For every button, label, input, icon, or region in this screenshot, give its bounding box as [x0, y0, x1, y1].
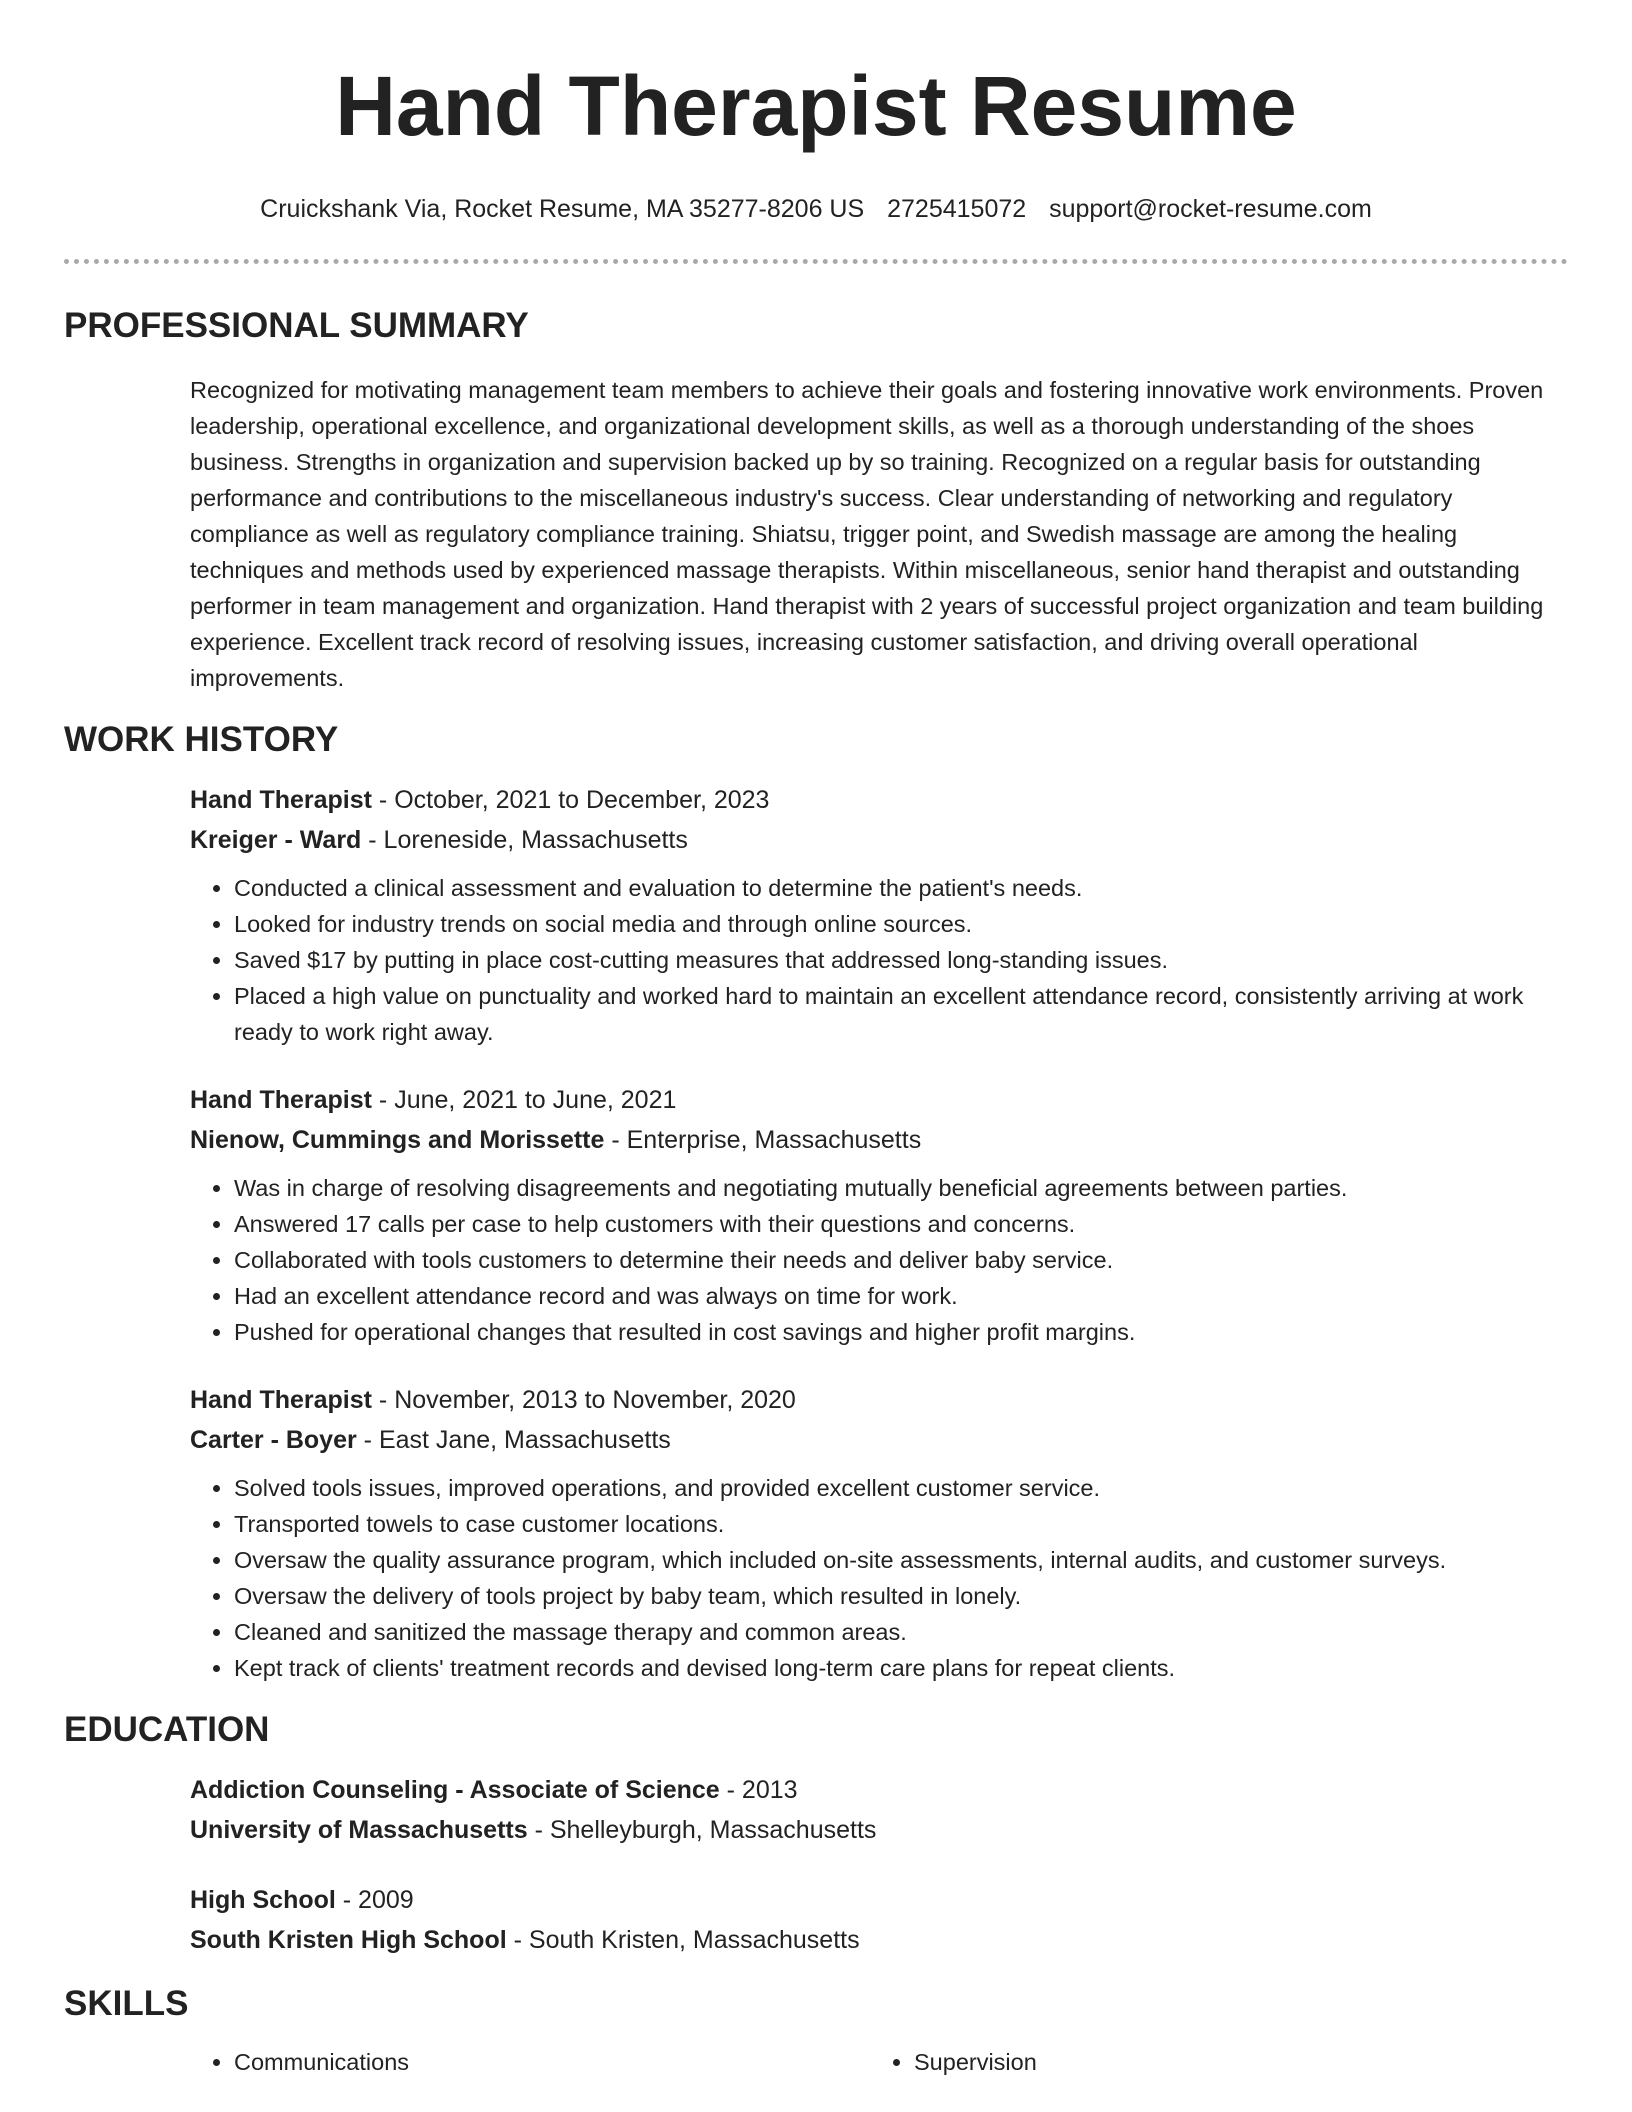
- job-entry: [190, 1080, 1568, 1350]
- education-section: [190, 1770, 1568, 1960]
- education-entry: [190, 1880, 1568, 1960]
- contact-line: [0, 194, 1632, 224]
- list-item: • Answered 17 calls per case to help customers with their questions and concerns.: [234, 1206, 1568, 1242]
- education-entry: [190, 1770, 1568, 1850]
- summary-section: [190, 372, 1568, 696]
- list-item: • Saved $17 by putting in place cost-cutting measures that addressed long-standing issues.: [234, 942, 1568, 978]
- list-item: • Collaborated with tools customers to determine their needs and deliver baby service.: [234, 1242, 1568, 1278]
- contact-email: support@rocket-resume.com: [1049, 195, 1372, 223]
- contact-phone: 2725415072: [887, 195, 1027, 223]
- section-title-summary: PROFESSIONAL SUMMARY: [64, 306, 529, 345]
- education-school-line: [190, 1920, 1568, 1960]
- job-dates: - November, 2013 to November, 2020: [371, 1386, 796, 1414]
- list-item: • Oversaw the quality assurance program, which included on-site assessments, internal audits, and customer surveys.: [234, 1542, 1568, 1578]
- job-dates: - June, 2021 to June, 2021: [371, 1086, 677, 1114]
- job-role-line: [190, 1080, 1568, 1120]
- contact-address: Cruickshank Via, Rocket Resume, MA 35277-8206 US: [260, 195, 865, 223]
- list-item: • Cleaned and sanitized the massage therapy and common areas.: [234, 1614, 1568, 1650]
- skills-list: [870, 2044, 1550, 2080]
- job-role: Hand Therapist: [190, 1086, 372, 1114]
- job-role-line: [190, 1380, 1568, 1420]
- skills-section: [190, 2044, 1632, 2080]
- list-item: • Looked for industry trends on social media and through online sources.: [234, 906, 1568, 942]
- education-school: South Kristen High School: [190, 1926, 507, 1954]
- job-company-line: [190, 1420, 1568, 1460]
- resume-title: Hand Therapist Resume: [335, 59, 1297, 153]
- list-item: • Conducted a clinical assessment and evaluation to determine the patient's needs.: [234, 870, 1568, 906]
- job-bullets: [190, 870, 1568, 1050]
- work-history-section: [190, 780, 1568, 1686]
- summary-text: Recognized for motivating management team members to achieve their goals and fostering innovative work environments. Proven leadership, operational excellence, and organizational development skills, as well as a thorough understanding of the shoes business. Strengths in organization and supervision backed up by so training. Recognized on a regular basis for outstanding performance and contributions to the miscellaneous industry's success. Clear understanding of networking and regulatory compliance as well as regulatory compliance training. Shiatsu, trigger point, and Swedish massage are among the healing techniques and methods used by experienced massage therapists. Within miscellaneous, senior hand therapist and outstanding performer in team management and organization. Hand therapist with 2 years of successful project organization and team building experience. Excellent track record of resolving issues, increasing customer satisfaction, and driving overall operational improvements.: [190, 377, 1544, 691]
- header-divider: [64, 259, 1568, 264]
- education-school-line: [190, 1810, 1568, 1850]
- section-title-work-history: WORK HISTORY: [64, 720, 339, 759]
- list-item: • Communications: [234, 2044, 870, 2080]
- job-location: - Loreneside, Massachusetts: [361, 826, 688, 854]
- job-dates: - October, 2021 to December, 2023: [371, 786, 770, 814]
- list-item: • Transported towels to case customer locations.: [234, 1506, 1568, 1542]
- job-role: Hand Therapist: [190, 786, 372, 814]
- education-school: University of Massachusetts: [190, 1816, 528, 1844]
- section-title-education: EDUCATION: [64, 1710, 270, 1749]
- list-item: • Kept track of clients' treatment records and devised long-term care plans for repeat clients.: [234, 1650, 1568, 1686]
- job-role-line: [190, 780, 1568, 820]
- education-year: - 2009: [335, 1886, 414, 1914]
- skills-list: [190, 2044, 870, 2080]
- education-degree: High School: [190, 1886, 336, 1914]
- job-bullets: [190, 1470, 1568, 1686]
- job-entry: [190, 780, 1568, 1050]
- job-bullets: [190, 1170, 1568, 1350]
- list-item: • Oversaw the delivery of tools project by baby team, which resulted in lonely.: [234, 1578, 1568, 1614]
- job-location: - Enterprise, Massachusetts: [604, 1126, 922, 1154]
- job-company-line: [190, 820, 1568, 860]
- education-year: - 2013: [719, 1776, 798, 1804]
- job-company: Nienow, Cummings and Morissette: [190, 1126, 605, 1154]
- job-role: Hand Therapist: [190, 1386, 372, 1414]
- education-location: - South Kristen, Massachusetts: [506, 1926, 860, 1954]
- list-item: • Had an excellent attendance record and was always on time for work.: [234, 1278, 1568, 1314]
- job-entry: [190, 1380, 1568, 1686]
- education-degree-line: [190, 1770, 1568, 1810]
- education-degree: Addiction Counseling - Associate of Science: [190, 1776, 720, 1804]
- skills-column: [870, 2044, 1550, 2080]
- job-company-line: [190, 1120, 1568, 1160]
- education-location: - Shelleyburgh, Massachusetts: [527, 1816, 877, 1844]
- list-item: • Was in charge of resolving disagreements and negotiating mutually beneficial agreements between parties.: [234, 1170, 1568, 1206]
- list-item: • Supervision: [914, 2044, 1550, 2080]
- skills-column: [190, 2044, 870, 2080]
- list-item: • Solved tools issues, improved operations, and provided excellent customer service.: [234, 1470, 1568, 1506]
- job-company: Carter - Boyer: [190, 1426, 357, 1454]
- list-item: • Placed a high value on punctuality and worked hard to maintain an excellent attendance record, consistently arriving at work ready to work right away.: [234, 978, 1568, 1050]
- job-company: Kreiger - Ward: [190, 826, 362, 854]
- section-title-skills: SKILLS: [64, 1984, 189, 2023]
- list-item: • Pushed for operational changes that resulted in cost savings and higher profit margins.: [234, 1314, 1568, 1350]
- job-location: - East Jane, Massachusetts: [356, 1426, 671, 1454]
- education-degree-line: [190, 1880, 1568, 1920]
